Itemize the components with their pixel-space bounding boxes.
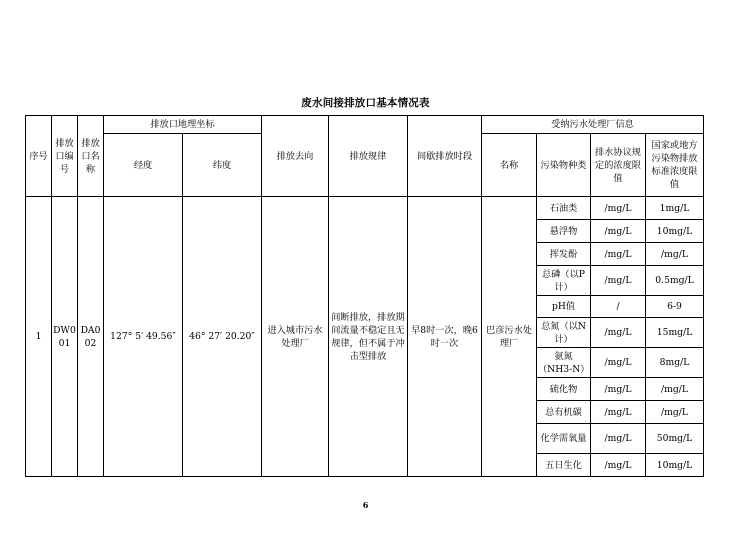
header-national-limit: 国家或地方污染物排放标准浓度限值 [646,134,704,197]
header-destination: 排放去向 [262,116,329,197]
agreement-limit: /mg/L [591,318,646,348]
pollutant-name: 总磷（以P计） [537,266,591,296]
record-latitude: 46° 27′ 20.20″ [183,197,262,477]
record-destination: 进入城市污水处理厂 [262,197,329,477]
pollutant-name: pH值 [537,296,591,318]
pollutant-name: 化学需氧量 [537,424,591,454]
national-limit: 10mg/L [646,454,704,477]
pollutant-name: 总有机碳 [537,401,591,424]
header-agreement-limit: 排水协议规定的浓度限值 [591,134,646,197]
table-row [26,197,704,220]
agreement-limit: /mg/L [591,197,646,220]
agreement-limit: /mg/L [591,401,646,424]
pollutant-name: 硫化物 [537,378,591,401]
national-limit: /mg/L [646,401,704,424]
agreement-limit: /mg/L [591,220,646,243]
national-limit: /mg/L [646,243,704,266]
record-longitude: 127° 5′ 49.56″ [104,197,183,477]
table-title: 废水间接排放口基本情况表 [301,97,430,109]
national-limit: 50mg/L [646,424,704,454]
pollutant-name: 悬浮物 [537,220,591,243]
national-limit: 1mg/L [646,197,704,220]
header-longitude: 经度 [104,134,183,197]
header-receiving-plant: 受纳污水处理厂信息 [482,116,704,134]
header-pattern: 排放规律 [329,116,408,197]
agreement-limit: / [591,296,646,318]
agreement-limit: /mg/L [591,454,646,477]
record-pattern: 间断排放，排放期间流量不稳定且无规律，但不属于冲击型排放 [329,197,408,477]
page-number: 6 [362,500,369,510]
national-limit: /mg/L [646,378,704,401]
pollutant-name: 挥发酚 [537,243,591,266]
agreement-limit: /mg/L [591,266,646,296]
header-pollutant-type: 污染物种类 [537,134,591,197]
header-seq: 序号 [26,116,52,197]
header-plant-name: 名称 [482,134,537,197]
national-limit: 6-9 [646,296,704,318]
agreement-limit: /mg/L [591,348,646,378]
header-outlet-name: 排放口名称 [78,116,104,197]
national-limit: 8mg/L [646,348,704,378]
national-limit: 10mg/L [646,220,704,243]
record-outlet-name: DA002 [78,197,104,477]
record-outlet-code: DW001 [52,197,78,477]
header-outlet-code: 排放口编号 [52,116,78,197]
pollutant-name: 总氮（以N计） [537,318,591,348]
header-intermittent: 间歇排放时段 [408,116,482,197]
header-geo-coordinates: 排放口地理坐标 [104,116,262,134]
record-seq: 1 [26,197,52,477]
agreement-limit: /mg/L [591,378,646,401]
record-plant-name: 巴彦污水处理厂 [482,197,537,477]
agreement-limit: /mg/L [591,243,646,266]
agreement-limit: /mg/L [591,424,646,454]
national-limit: 0.5mg/L [646,266,704,296]
record-intermittent: 早8时一次，晚6时一次 [408,197,482,477]
header-latitude: 纬度 [183,134,262,197]
pollutant-name: 石油类 [537,197,591,220]
wastewater-outlet-table [25,115,704,477]
pollutant-name: 氨氮（NH3-N） [537,348,591,378]
national-limit: 15mg/L [646,318,704,348]
pollutant-name: 五日生化 [537,454,591,477]
